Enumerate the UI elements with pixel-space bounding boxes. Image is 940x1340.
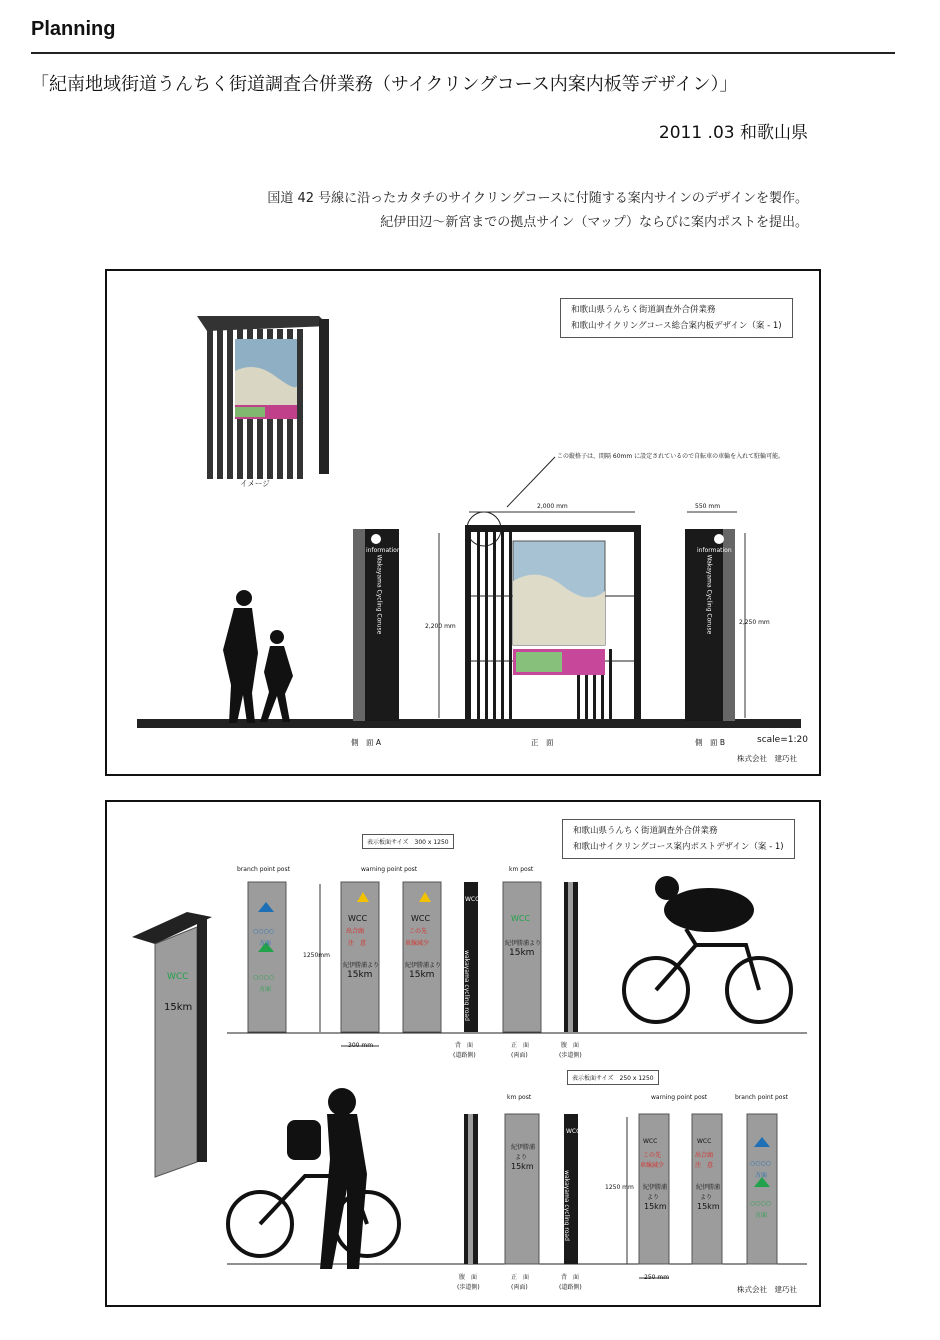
scale-label: scale=1:20	[757, 735, 808, 745]
description-line-2: 紀伊田辺〜新宮までの拠点サイン（マップ）ならびに案内ポストを提出。	[380, 215, 808, 230]
side-b-text: Wakayama Cycling Coruse	[705, 554, 713, 635]
kmpost2-yori: より	[515, 1154, 528, 1161]
label-front-top: 正 面	[511, 1042, 530, 1049]
kmpost-wcc: WCC	[511, 914, 531, 923]
label-km-bottom: km post	[507, 1094, 532, 1101]
black-post-text: wakayama cycling road	[462, 950, 470, 1021]
warn1-merge: 出合頭	[346, 928, 365, 935]
dim-height-front: 2,200 mm	[425, 623, 456, 630]
company-label-1: 株式会社 建巧社	[737, 754, 797, 763]
description-line-1: 国道 42 号線に沿ったカタチのサイクリングコースに付随する案内サインのデザインを製作。	[267, 191, 808, 206]
image-label: イメージ	[240, 479, 270, 488]
size-label-top: 表示板面サイズ 300 x 1250	[362, 834, 454, 849]
warn4-wcc: WCC	[697, 1138, 712, 1145]
label-back-bottom: 背 面	[561, 1274, 580, 1281]
project-title: 「紀南地域街道うんちく街道調査合併業務（サイクリングコース内案内板等デザイン）」	[31, 74, 738, 95]
warn4-from: 紀伊勝浦	[696, 1184, 721, 1191]
dim-1250-bottom: 1250 mm	[605, 1184, 634, 1191]
info-board-drawing-panel	[105, 269, 821, 776]
label-branch-top: branch point post	[237, 866, 290, 873]
black-post-wcc: WCC	[465, 896, 480, 903]
branch-dir-1: 方面	[259, 940, 272, 947]
standing-cyclist-silhouette	[228, 1176, 399, 1256]
label-front-sub-bottom: (両面)	[511, 1284, 528, 1291]
perspective-km: 15km	[164, 1002, 193, 1013]
post-drawing-panel	[105, 800, 821, 1307]
label-km-top: km post	[509, 866, 534, 873]
warn3-km: 15km	[644, 1202, 667, 1211]
company-label-2: 株式会社 建巧社	[737, 1285, 797, 1294]
branch-circles-1: ○○○○	[253, 928, 274, 935]
label-front-bottom: 正 面	[511, 1274, 530, 1281]
caption-line-1: 和歌山県うんちく街道調査外合併業務	[571, 305, 716, 315]
caption-line-1: 和歌山県うんちく街道調査外合併業務	[573, 826, 718, 836]
front-frame	[465, 525, 641, 719]
heading-rule	[31, 52, 895, 54]
warn2-from: 紀伊勝浦より	[405, 962, 442, 969]
label-branch-bottom: branch point post	[735, 1094, 788, 1101]
dim-width: 2,000 mm	[537, 503, 568, 510]
warn1-from: 紀伊勝浦より	[343, 962, 380, 969]
kmpost-km: 15km	[509, 948, 535, 958]
warn2-ahead: この先	[409, 928, 428, 935]
label-front: 正 面	[531, 738, 554, 747]
warn3-yori: より	[647, 1194, 660, 1201]
branch-dir-2: 方面	[259, 986, 272, 993]
project-date: 2011 .03 和歌山県	[658, 123, 808, 143]
panel2-caption	[562, 819, 795, 859]
warn3-slow: 車線減少	[640, 1162, 665, 1169]
warn2-km: 15km	[409, 970, 435, 980]
label-back-top: 背 面	[455, 1042, 474, 1049]
label-side-b: 側 面 B	[695, 738, 726, 747]
branch2-circles-1: ○○○○	[750, 1160, 771, 1167]
info-label-b: information	[697, 547, 732, 554]
panel1-caption	[560, 298, 793, 338]
label-front-sub-top: (両面)	[511, 1052, 528, 1059]
warn1-caution: 注 意	[348, 940, 367, 947]
warn2-slow: 車線減少	[405, 940, 430, 947]
perspective-wcc: WCC	[167, 972, 189, 982]
info-label-a: information	[366, 547, 401, 554]
warn1-km: 15km	[347, 970, 373, 980]
warn3-wcc: WCC	[643, 1138, 658, 1145]
dim-side: 550 mm	[695, 503, 721, 510]
warn1-wcc: WCC	[348, 914, 368, 923]
warn4-caution: 注 意	[695, 1162, 714, 1169]
warn2-wcc: WCC	[411, 914, 431, 923]
road-cyclist-silhouette	[624, 929, 791, 1022]
caption-line-2: 和歌山サイクリングコース案内ポストデザイン（案 - 1)	[573, 842, 784, 852]
section-heading: Planning	[31, 18, 116, 40]
warn4-km: 15km	[697, 1202, 720, 1211]
label-belly-bottom: 腹 面	[459, 1274, 478, 1281]
warn3-ahead: この先	[643, 1152, 662, 1159]
branch2-dir-1: 方面	[755, 1172, 768, 1179]
warn4-yori: より	[700, 1194, 713, 1201]
label-belly-sub-top: (歩道側)	[559, 1052, 582, 1059]
post-perspective	[132, 912, 212, 1177]
caption-line-2: 和歌山サイクリングコース総合案内板デザイン（案 - 1)	[571, 321, 782, 331]
label-back-sub-top: (道路側)	[453, 1052, 476, 1059]
pedestrians-silhouette	[223, 590, 293, 723]
kmpost2-from: 紀伊勝浦	[511, 1144, 536, 1151]
label-side-a: 側 面 A	[351, 738, 382, 747]
dim-250: 250 mm	[644, 1274, 670, 1281]
warn3-from: 紀伊勝浦	[643, 1184, 668, 1191]
dim-1250-top: 1250mm	[303, 952, 330, 959]
kmpost-from: 紀伊勝浦より	[505, 940, 542, 947]
side-a-text: Wakayama Cycling Coruse	[375, 554, 383, 635]
label-back-sub-bottom: (道路側)	[559, 1284, 582, 1291]
size-label-bottom: 表示板面サイズ 250 x 1250	[567, 1070, 659, 1085]
label-belly-sub-bottom: (歩道側)	[457, 1284, 480, 1291]
black-post2-text: wakayama cycling road	[562, 1170, 570, 1241]
dim-height-side: 2,250 mm	[739, 619, 770, 626]
info-board-drawing	[107, 271, 819, 774]
branch2-circles-2: ○○○○	[750, 1200, 771, 1207]
black-post2-wcc: WCC	[566, 1128, 581, 1135]
warn4-merge: 出合頭	[695, 1152, 714, 1159]
board-perspective-image	[197, 316, 329, 479]
dim-300: 300 mm	[348, 1042, 374, 1049]
label-belly-top: 腹 面	[561, 1042, 580, 1049]
label-warning-bottom: warning point post	[651, 1094, 708, 1101]
grid-callout: この縦格子は、間隔 60mm に設定されているので自転車の車輪を入れて駐輪可能。	[557, 453, 785, 460]
label-warning-top: warning point post	[361, 866, 418, 873]
branch2-dir-2: 方面	[755, 1212, 768, 1219]
branch-circles-2: ○○○○	[253, 974, 274, 981]
kmpost2-km: 15km	[511, 1162, 534, 1171]
